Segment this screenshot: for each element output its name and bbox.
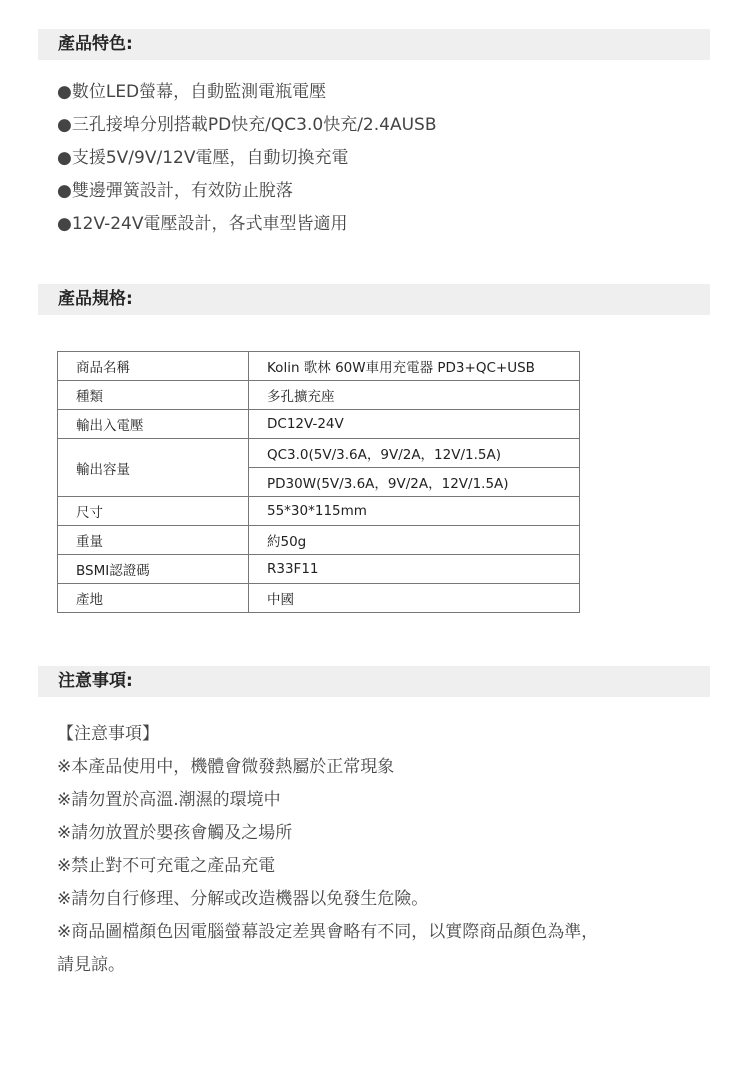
notes-heading: 注意事項: xyxy=(38,666,710,697)
table-row xyxy=(58,526,580,555)
bullet-icon: ● xyxy=(57,148,72,168)
bullet-icon: ● xyxy=(57,115,72,135)
spec-label: BSMI認證碼 xyxy=(58,555,249,584)
note-item: ※請勿放置於嬰孩會觸及之場所 xyxy=(57,823,293,843)
spec-value: QC3.0(5V/3.6A，9V/2A，12V/1.5A) xyxy=(249,439,580,468)
feature-item: ●支援5V/9V/12V電壓，自動切換充電 xyxy=(57,148,349,168)
note-item: ※請勿置於高溫.潮濕的環境中 xyxy=(57,790,281,810)
note-item: ※商品圖檔顏色因電腦螢幕設定差異會略有不同，以實際商品顏色為準， xyxy=(57,922,599,942)
spec-value: 55*30*115mm xyxy=(249,497,580,526)
features-list xyxy=(57,80,437,245)
table-row xyxy=(58,497,580,526)
table-row xyxy=(58,584,580,613)
bullet-icon: ● xyxy=(57,82,72,102)
spec-label: 重量 xyxy=(58,526,249,555)
spec-value: PD30W(5V/3.6A，9V/2A，12V/1.5A) xyxy=(249,468,580,497)
spec-value: DC12V-24V xyxy=(249,410,580,439)
spec-table xyxy=(57,351,580,613)
table-row xyxy=(58,439,580,468)
spec-value: R33F11 xyxy=(249,555,580,584)
spec-label: 產地 xyxy=(58,584,249,613)
note-item: 【注意事項】 xyxy=(57,724,159,744)
specs-heading: 產品規格: xyxy=(38,284,710,315)
bullet-icon: ● xyxy=(57,181,72,201)
spec-value: 中國 xyxy=(249,584,580,613)
note-item: ※請勿自行修理、分解或改造機器以免發生危險。 xyxy=(57,889,429,909)
note-item: ※禁止對不可充電之產品充電 xyxy=(57,856,276,876)
feature-item: ●數位LED螢幕，自動監測電瓶電壓 xyxy=(57,82,327,102)
spec-label: 輸出入電壓 xyxy=(58,410,249,439)
spec-label: 尺寸 xyxy=(58,497,249,526)
feature-item: ●雙邊彈簧設計，有效防止脫落 xyxy=(57,181,293,201)
feature-item: ●12V-24V電壓設計，各式車型皆適用 xyxy=(57,214,348,234)
note-item: ※本產品使用中，機體會微發熱屬於正常現象 xyxy=(57,757,395,777)
table-row xyxy=(58,555,580,584)
spec-value: 多孔擴充座 xyxy=(249,381,580,410)
bullet-icon: ● xyxy=(57,214,72,234)
notes-list xyxy=(57,720,598,984)
spec-label: 輸出容量 xyxy=(58,439,249,497)
spec-value: 約50g xyxy=(249,526,580,555)
spec-label: 種類 xyxy=(58,381,249,410)
spec-label: 商品名稱 xyxy=(58,352,249,381)
table-row xyxy=(58,381,580,410)
table-row xyxy=(58,352,580,381)
table-row xyxy=(58,410,580,439)
spec-value: Kolin 歌林 60W車用充電器 PD3+QC+USB xyxy=(249,352,580,381)
features-heading: 產品特色: xyxy=(38,29,710,60)
note-item: 請見諒。 xyxy=(57,955,125,975)
feature-item: ●三孔接埠分別搭載PD快充/QC3.0快充/2.4AUSB xyxy=(57,115,437,135)
